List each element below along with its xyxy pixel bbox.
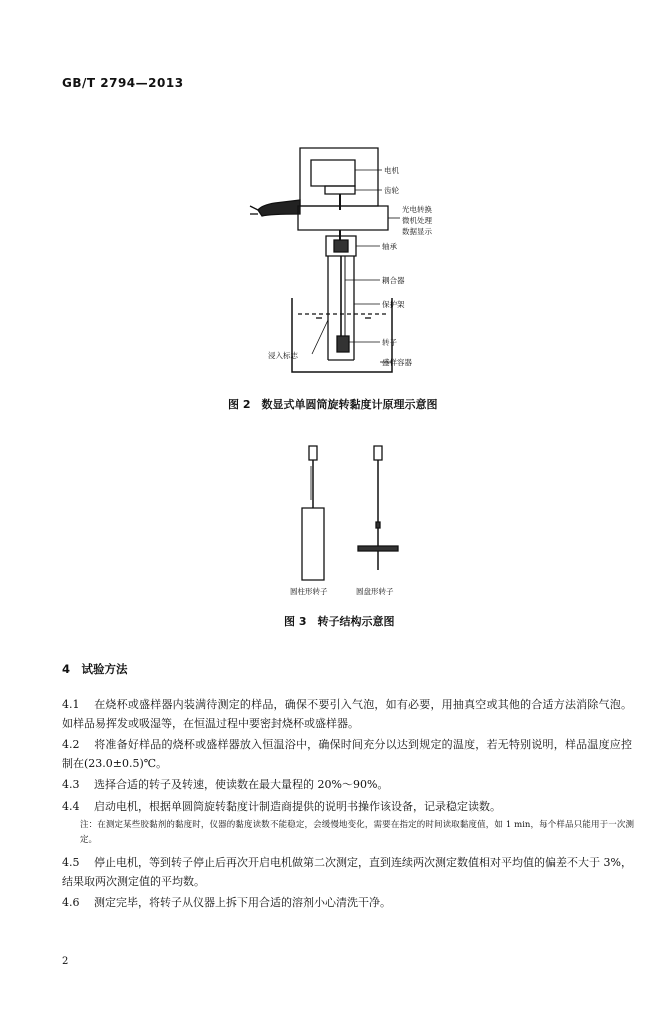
clause-number: 4.5 <box>62 856 80 869</box>
clause-text: 停止电机，等到转子停止后再次开启电机做第二次测定，直到连续两次测定数值相对平均值的偏差不大于 3%，结果取两次测定值的平均数。 <box>62 856 632 888</box>
clause-4-1 <box>62 695 632 733</box>
disc-rotor <box>358 546 398 551</box>
gear <box>325 186 355 194</box>
viscometer-diagram <box>0 0 664 420</box>
clause-text: 将准备好样品的烧杯或盛样器放入恒温浴中，确保时间充分以达到规定的温度，若无特别说明，样品温度应控制在(23.0±0.5)℃。 <box>62 738 632 770</box>
processing-unit <box>298 206 388 230</box>
label-motor: 电机 <box>384 166 399 175</box>
rotor <box>337 336 349 352</box>
clause-4-4 <box>62 797 632 816</box>
section-title: 4 试验方法 <box>62 662 128 676</box>
clause-4-5 <box>62 853 632 891</box>
clause-4-3 <box>62 775 632 794</box>
figure3-caption: 图 3 转子结构示意图 <box>284 615 395 628</box>
label-disc-rotor: 圆盘形转子 <box>356 587 394 596</box>
label-rotor: 转子 <box>382 338 397 347</box>
clause-text: 测定完毕，将转子从仪器上拆下用合适的溶剂小心清洗干净。 <box>94 896 391 909</box>
clause-number: 4.2 <box>62 738 80 751</box>
motor <box>311 160 355 186</box>
clause-text: 启动电机，根据单圆筒旋转黏度计制造商提供的说明书操作该设备，记录稳定读数。 <box>94 800 501 813</box>
clause-text: 在烧杯或盛样器内装满待测定的样品，确保不要引入气泡，如有必要，用抽真空或其他的合适方法消除气泡。如样品易挥发或吸湿等，在恒温过程中要密封烧杯或盛样器。 <box>62 698 632 730</box>
figure2-caption: 图 2 数显式单圆筒旋转黏度计原理示意图 <box>228 398 438 411</box>
clause-text: 选择合适的转子及转速，使读数在最大量程的 20%～90%。 <box>94 778 389 791</box>
clause-4-2 <box>62 735 632 773</box>
disc-rotor-top <box>374 446 382 460</box>
page-number: 2 <box>62 956 69 967</box>
clause-number: 4.6 <box>62 896 80 909</box>
clause-number: 4.3 <box>62 778 80 791</box>
label-data-display: 数据显示 <box>402 227 432 236</box>
sample-container <box>292 298 392 372</box>
cylinder-rotor-top <box>309 446 317 460</box>
label-photo-convert: 光电转换 <box>402 205 432 214</box>
standard-code-header: GB/T 2794—2013 <box>62 76 184 90</box>
rotor-structure-diagram <box>0 430 664 600</box>
label-immersion-mark: 浸入标志 <box>268 351 298 360</box>
clause-number: 4.1 <box>62 698 80 711</box>
label-bearing: 轴承 <box>382 242 397 251</box>
clause-note: 注：在测定某些胶黏剂的黏度时，仪器的黏度读数不能稳定，会缓慢地变化，需要在指定的时间读取黏度值，如 1 min，每个样品只能用于一次测定。 <box>80 820 634 845</box>
clause-4-6 <box>62 893 632 912</box>
label-micro-process: 微机处理 <box>402 216 432 225</box>
label-cylinder-rotor: 圆柱形转子 <box>290 587 328 596</box>
label-coupler: 耦合器 <box>382 276 405 285</box>
cylinder-rotor <box>302 508 324 580</box>
label-protective-frame: 保护架 <box>382 300 405 309</box>
label-gear: 齿轮 <box>384 186 399 195</box>
bearing <box>334 240 348 252</box>
label-sample-container: 盛样容器 <box>382 358 412 367</box>
clause-number: 4.4 <box>62 800 80 813</box>
